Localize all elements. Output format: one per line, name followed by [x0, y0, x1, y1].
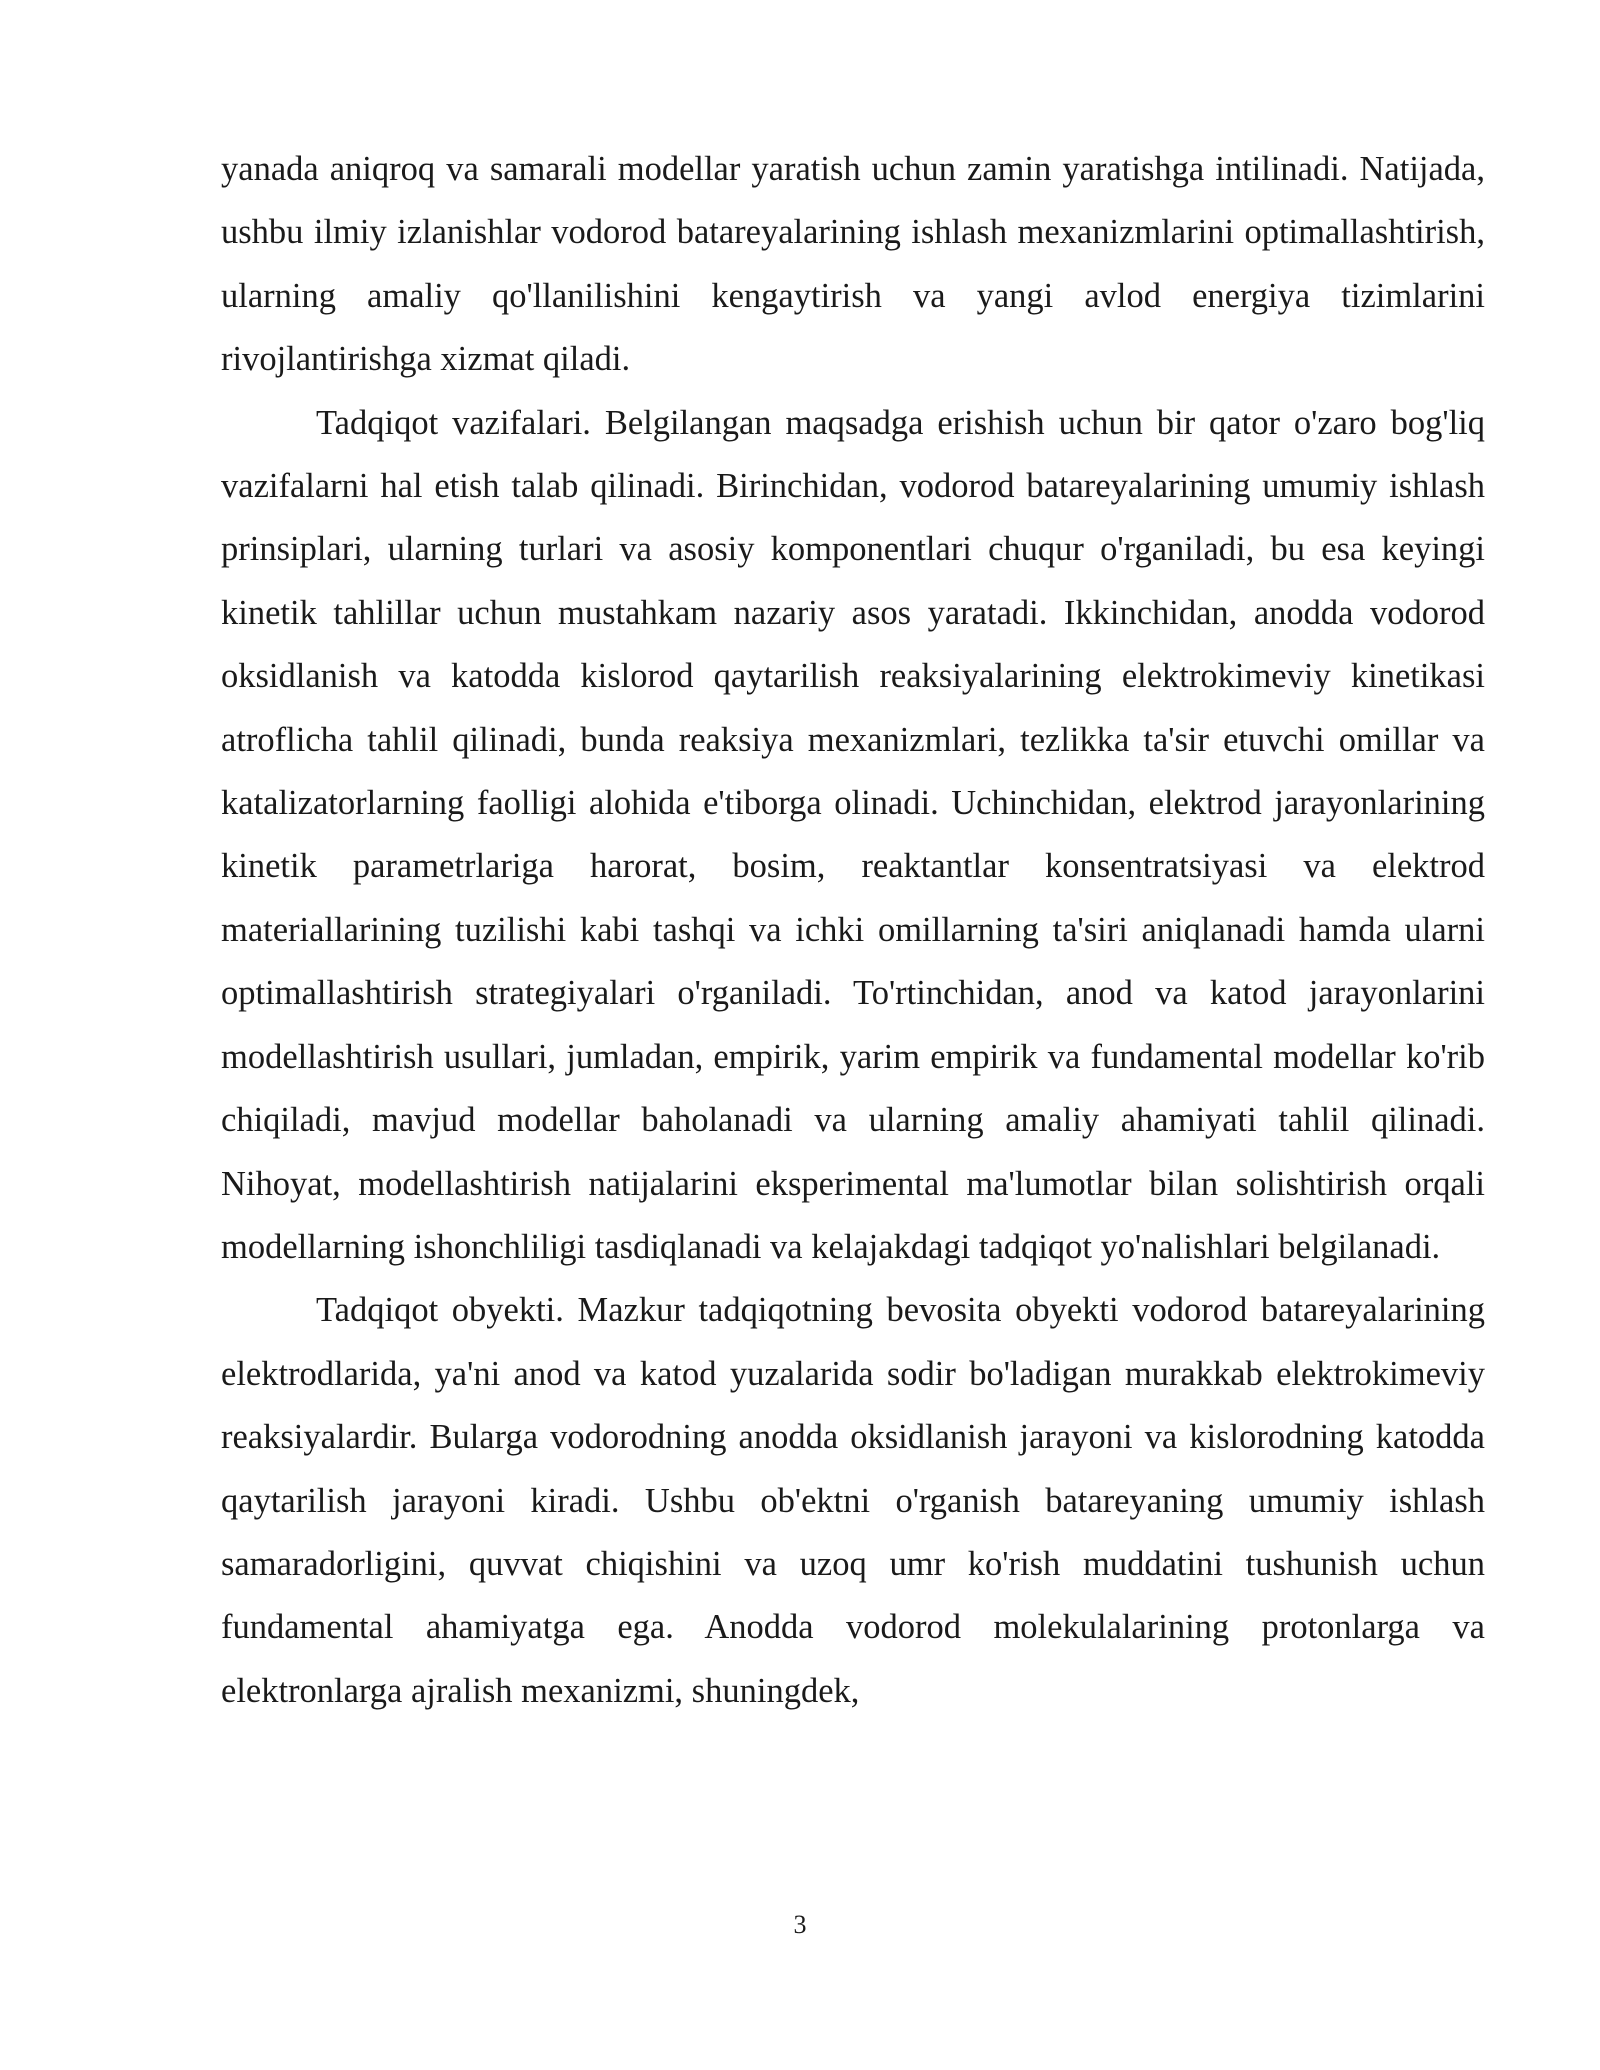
paragraph-continuation: yanada aniqroq va samarali modellar yaratish uchun zamin yaratishga intilinadi. Natijada, ushbu ilmiy izlanishlar vodorod batareyalarining ishlash mexanizmlarini optimallashtirish, ularning amaliy qo'llanilishini kengaytirish va yangi avlod energiya tizimlarini rivojlantirishga xizmat qiladi. — [221, 150, 1485, 379]
paragraph-research-tasks: Tadqiqot vazifalari. Belgilangan maqsadga erishish uchun bir qator o'zaro bog'liq vazifalarni hal etish talab qilinadi. Birinchidan, vodorod batareyalarining umumiy ishlash prinsiplari, ularning turlari va asosiy komponentlari chuqur o'rganiladi, bu esa keyingi kinetik tahlillar uchun mustahkam nazariy asos yaratadi. Ikkinchidan, anodda vodorod oksidlanish va katodda kislorod qaytarilish reaksiyalarining elektrokimeviy kinetikasi atroflicha tahlil qilinadi, bunda reaksiya mexanizmlari, tezlikka ta'sir etuvchi omillar va katalizatorlarning faolligi alohida e'tiborga olinadi. Uchinchidan, elektrod jarayonlarining kinetik parametrlariga harorat, bosim, reaktantlar konsentratsiyasi va elektrod materiallarining tuzilishi kabi tashqi va ichki omillarning ta'siri aniqlanadi hamda ularni optimallashtirish strategiyalari o'rganiladi. To'rtinchidan, anod va katod jarayonlarini modellashtirish usullari, jumladan, empirik, yarim empirik va fundamental modellar ko'rib chiqiladi, mavjud modellar baholanadi va ularning amaliy ahamiyati tahlil qilinadi. Nihoyat, modellashtirish natijalarini eksperimental ma'lumotlar bilan solishtirish orqali modellarning ishonchliligi tasdiqlanadi va kelajakdagi tadqiqot yo'nalishlari belgilanadi. — [221, 403, 1485, 1266]
paragraph-research-object: Tadqiqot obyekti. Mazkur tadqiqotning bevosita obyekti vodorod batareyalarining elektrodlarida, ya'ni anod va katod yuzalarida sodir bo'ladigan murakkab elektrokimeviy reaksiyalardir. Bularga vodorodning anodda oksidlanish jarayoni va kislorodning katodda qaytarilish jarayoni kiradi. Ushbu ob'ektni o'rganish batareyaning umumiy ishlash samaradorligini, quvvat chiqishini va uzoq umr ko'rish muddatini tushunish uchun fundamental ahamiyatga ega. Anodda vodorod molekulalarining protonlarga va elektronlarga ajralish mexanizmi, shuningdek, — [221, 1291, 1485, 1710]
document-body — [221, 138, 1485, 1723]
page-number: 3 — [793, 1910, 807, 1939]
